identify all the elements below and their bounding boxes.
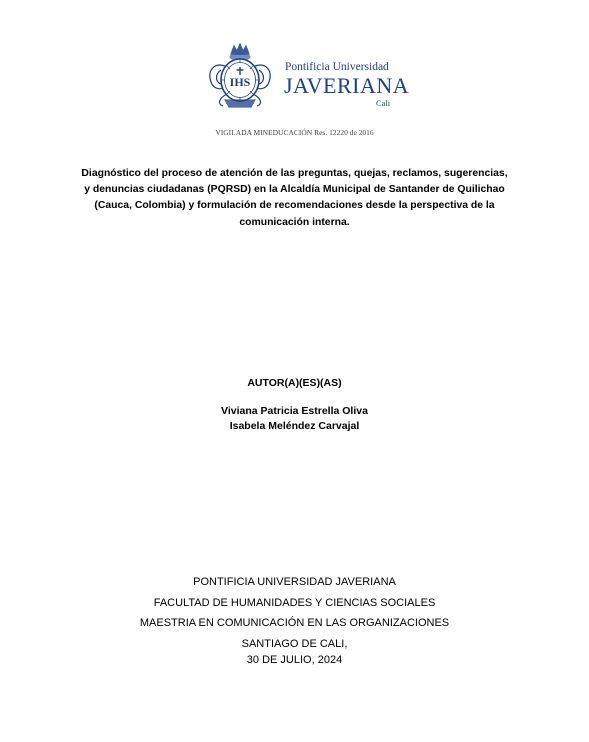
crest-monogram: IHS [229,75,251,89]
logo-line-pontificia: Pontificia Universidad [285,61,389,73]
logo-line-javeriana: JAVERIANA [284,73,410,98]
city-name: SANTIAGO DE CALI, [241,637,348,650]
author-name: Isabela Meléndez Carvajal [229,419,360,432]
author-name: Viviana Patricia Estrella Oliva [221,405,368,417]
vigilada-notice: VIGILADA MINEDUCACIÓN Res. 12220 de 2016 [215,128,374,137]
institution-block [0,572,589,671]
submission-date: 30 DE JULIO, 2024 [246,654,343,666]
thesis-title [60,166,529,231]
title-line: (Cauca, Colombia) y formulación de recomendaciones desde la perspectiva de la [94,200,495,212]
faculty-name: FACULTAD DE HUMANIDADES Y CIENCIAS SOCIALES [153,596,436,609]
university-logo [203,40,410,112]
author-list [0,404,589,433]
title-line: comunicación interna. [239,216,350,228]
university-name: PONTIFICIA UNIVERSIDAD JAVERIANA [193,576,396,588]
authors-heading: AUTOR(A)(ES)(AS) [247,377,342,389]
logo-line-cali: Cali [376,98,391,108]
title-line: Diagnóstico del proceso de atención de las preguntas, quejas, reclamos, sugerencias, [81,168,508,179]
title-line: y denuncias ciudadanas (PQRSD) en la Alcaldía Municipal de Santander de Quilichao [84,184,505,196]
program-name: MAESTRIA EN COMUNICACIÓN EN LAS ORGANIZACIONES [139,617,450,629]
university-crest-icon [203,40,277,112]
